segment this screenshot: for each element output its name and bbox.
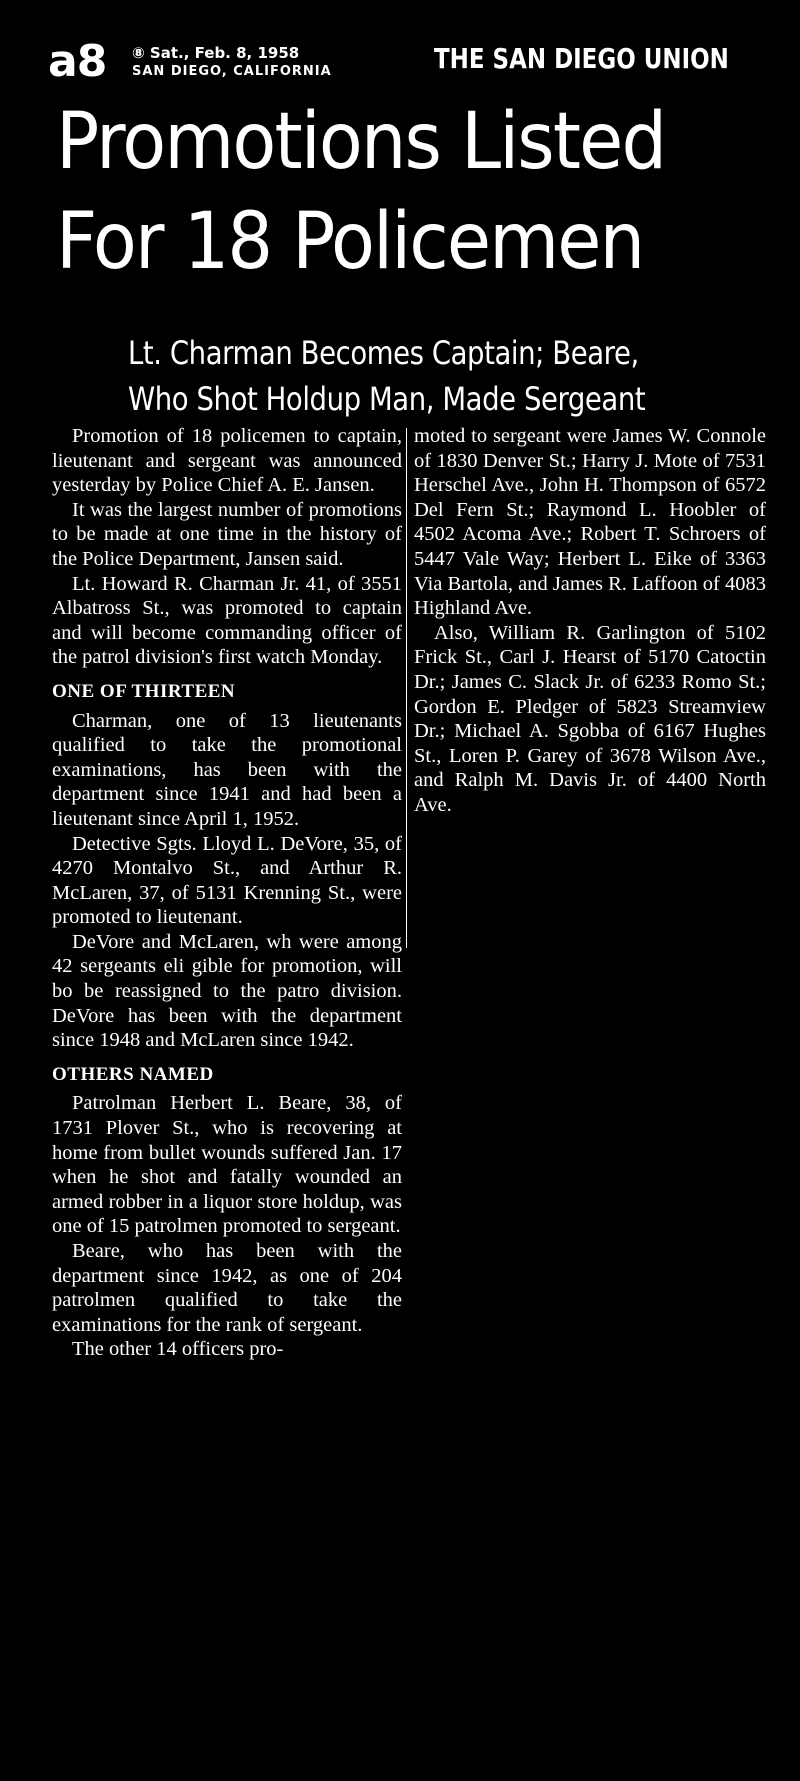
section-subhead: OTHERS NAMED <box>52 1063 214 1085</box>
paragraph: Charman, one of 13 lieutenants qualified to take the promotional examinations, has been with the department since 1941 and had been a lieutenant since April 1, 1952. <box>52 709 402 830</box>
date-line: ⑧ Sat., Feb. 8, 1958 <box>132 44 300 62</box>
newspaper-name: THE SAN DIEGO UNION <box>434 42 729 75</box>
paragraph: Detective Sgts. Lloyd L. DeVore, 35, of 4270 Montalvo St., and Arthur R. McLaren, 37, of 5131 Krenning St., were promoted to lieutenant. <box>52 832 402 929</box>
paragraph: Lt. Howard R. Charman Jr. 41, of 3551 Albatross St., was promoted to captain and will become commanding officer of the patrol division's first watch Monday. <box>52 572 402 669</box>
headline-line-1: Promotions Listed <box>56 97 666 187</box>
subheadline <box>128 330 678 422</box>
page-number: a8 <box>48 36 107 87</box>
paragraph: It was the largest number of promotions to be made at one time in the history of the Police Department, Jansen said. <box>52 498 402 570</box>
paragraph: Patrolman Herbert L. Beare, 38, of 1731 Plover St., who is recovering at home from bullet wounds suffered Jan. 17 when he shot and fatally wounded an armed robber in a liquor store holdup, was one of 15 patrolmen promoted to sergeant. <box>52 1092 402 1238</box>
article-left-column <box>52 424 402 1362</box>
column-rule <box>406 428 407 948</box>
paragraph: DeVore and McLaren, wh were among 42 sergeants eli gible for promotion, will bo be reassigned to the patro division. DeVore has been with the department since 1948 and McLaren since 1942. <box>52 930 402 1052</box>
paragraph: Beare, who has been with the department since 1942, as one of 204 patrolmen qualified to take the examinations for the rank of sergeant. <box>52 1240 402 1336</box>
paragraph: moted to sergeant were James W. Connole of 1830 Denver St.; Harry J. Mote of 7531 Herschel Ave., John H. Thompson of 6572 Del Fern St.; Raymond L. Hoobler of 4502 Acoma Ave.; Robert T. Schroers of 5447 Vale Way; Herbert L. Eike of 3363 Via Bartola, and James R. Laffoon of 4083 Highland Ave. <box>414 425 766 620</box>
subheadline-line-2: Who Shot Holdup Man, Made Sergeant <box>128 380 646 418</box>
subheadline-line-1: Lt. Charman Becomes Captain; Beare, <box>128 334 639 372</box>
masthead <box>48 36 748 88</box>
section-subhead: ONE OF THIRTEEN <box>52 680 236 702</box>
location-line: SAN DIEGO, CALIFORNIA <box>132 64 332 79</box>
headline <box>56 92 718 292</box>
paragraph: Also, William R. Garlington of 5102 Frick St., Carl J. Hearst of 5170 Catoctin Dr.; James C. Slack Jr. of 6233 Romo St.; Gordon E. Pledger of 5823 Streamview Dr.; Michael A. Sgobba of 6167 Hughes St., Loren P. Garey of 3678 Wilson Ave., and Ralph M. Davis Jr. of 4400 North Ave. <box>414 621 766 816</box>
paragraph: The other 14 officers pro- <box>72 1338 284 1361</box>
article-right-column <box>414 424 766 818</box>
headline-line-2: For 18 Policemen <box>56 197 644 287</box>
paragraph: Promotion of 18 policemen to captain, lieutenant and sergeant was announced yesterday by Police Chief A. E. Jansen. <box>52 425 402 497</box>
